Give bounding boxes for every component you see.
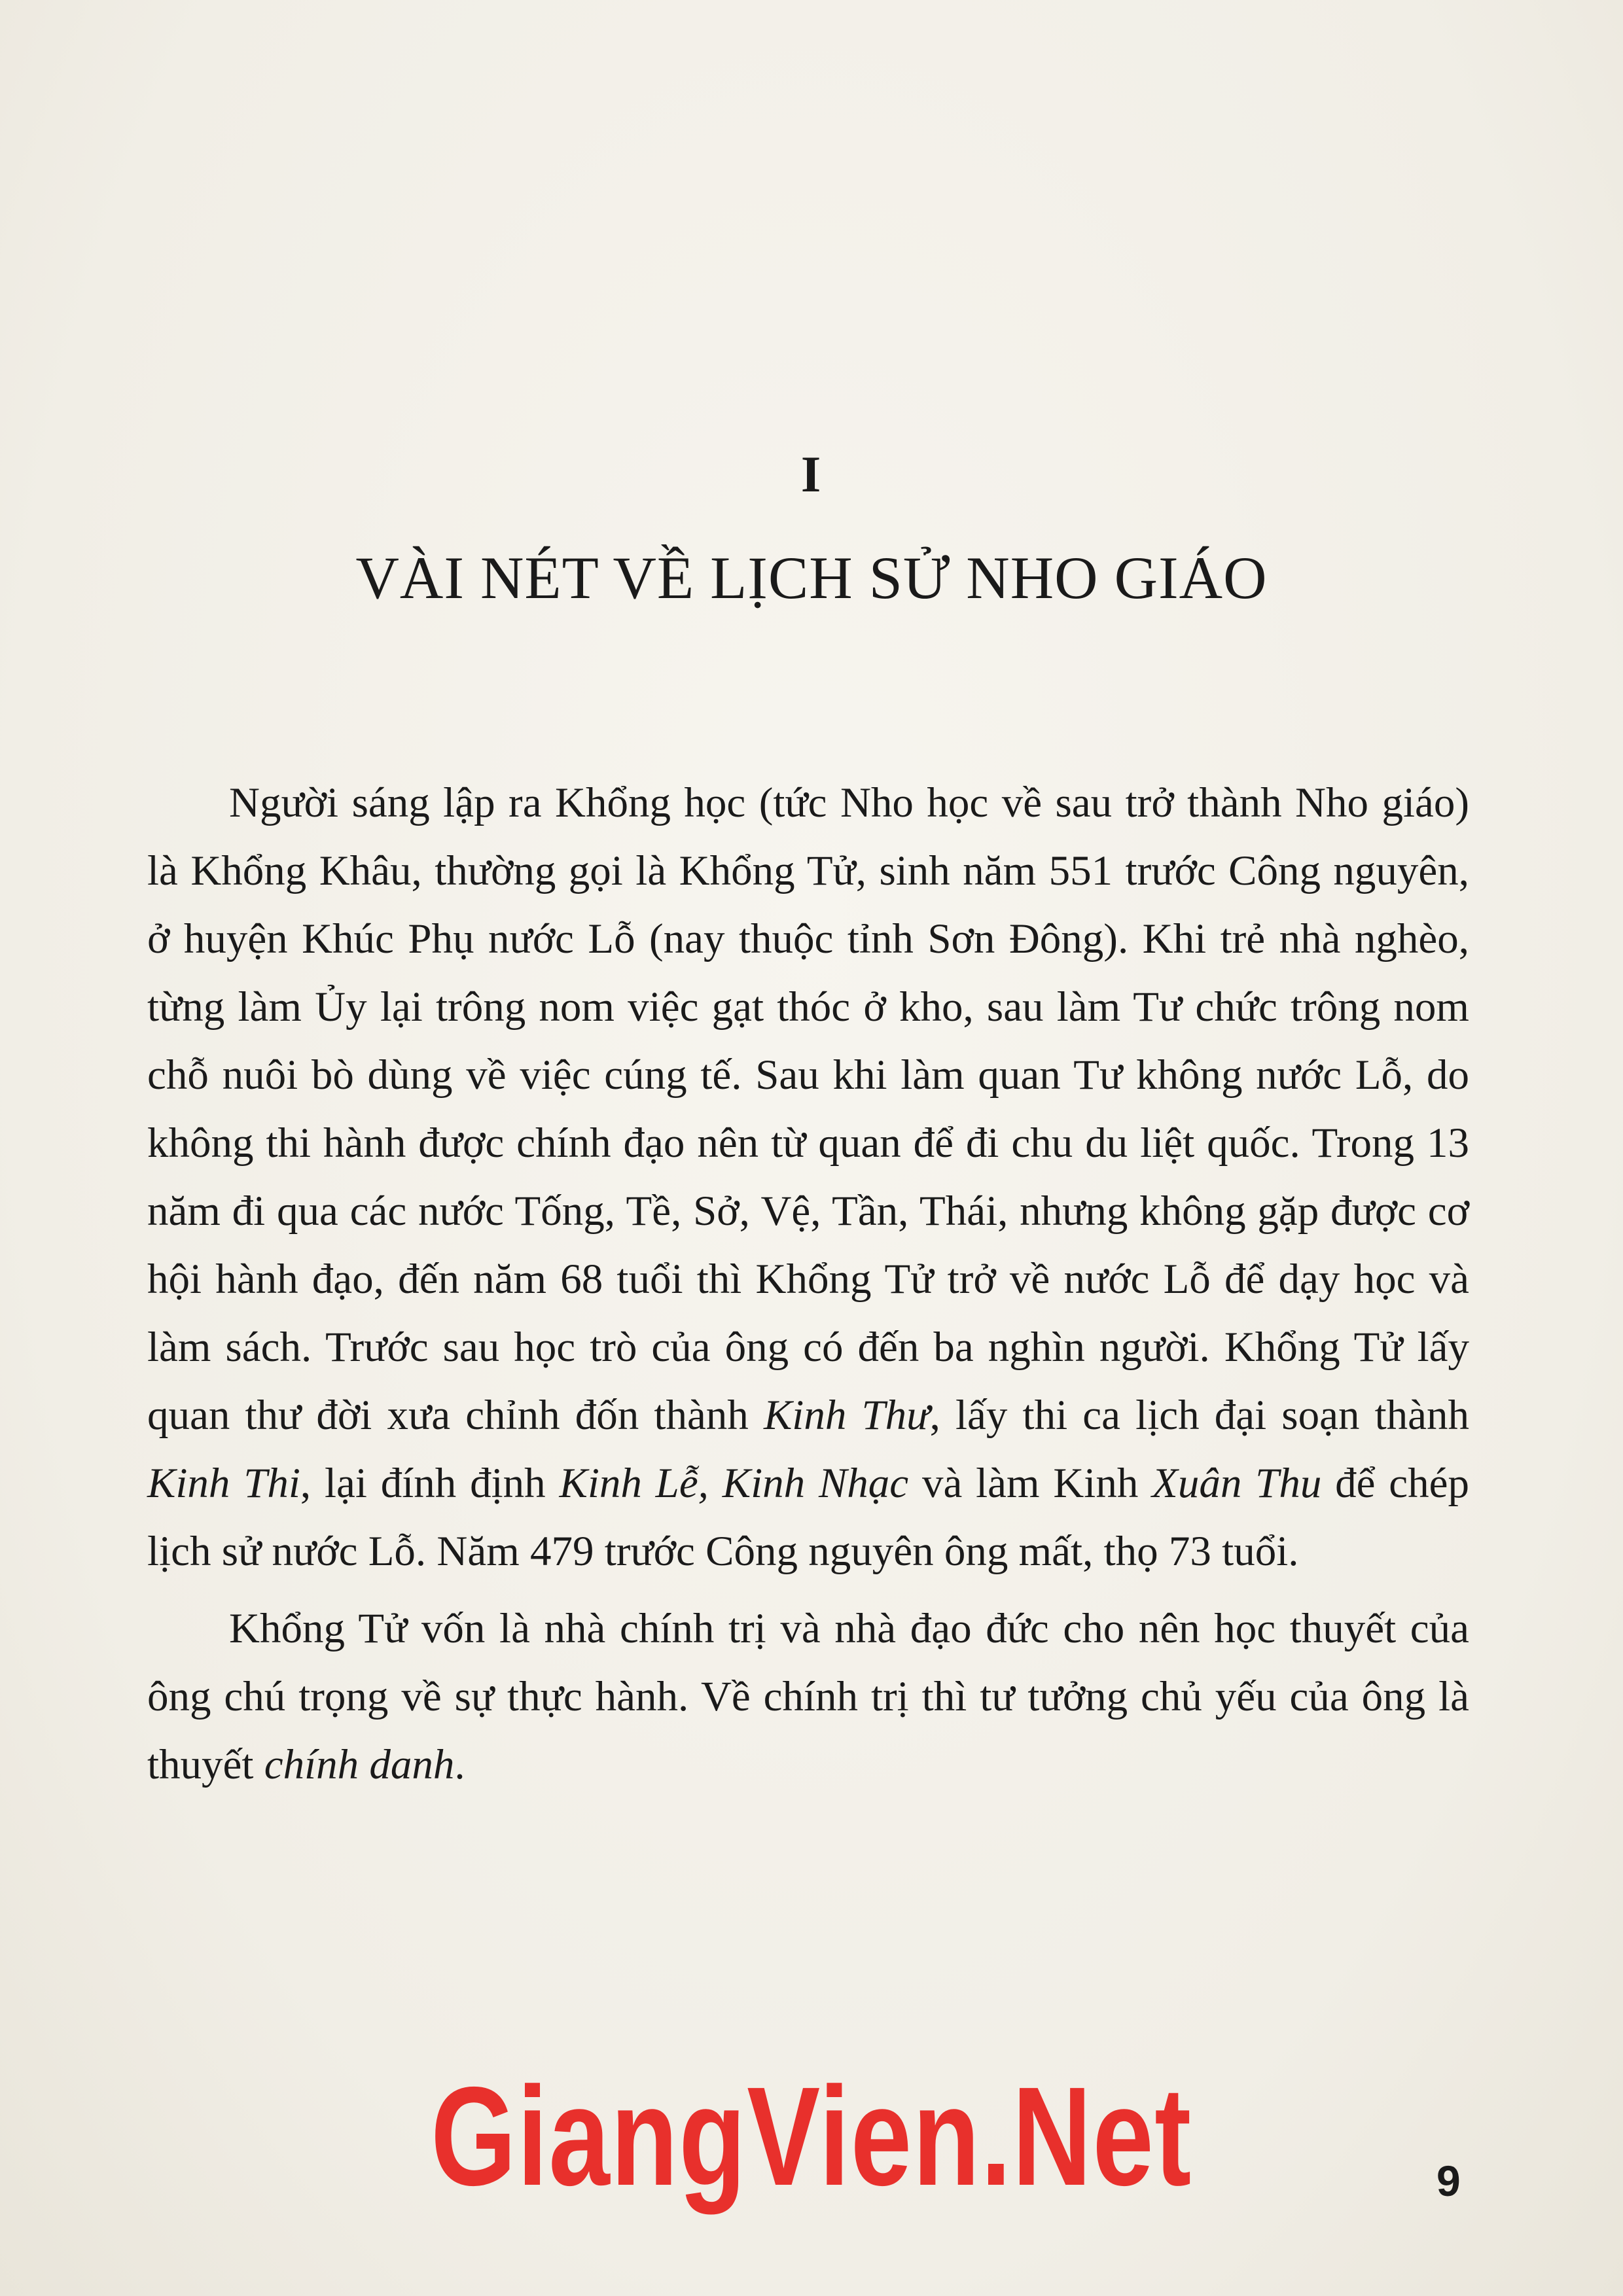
- book-title-kinh-thu: Kinh Thư: [763, 1392, 930, 1439]
- paragraph-1-text-5: để chép lịch sử nước Lỗ. Năm 479 trước Công nguyên ông mất, thọ 73 tuổi.: [147, 1460, 1469, 1575]
- watermark-logo: GiangVien.Net: [431, 2057, 1192, 2215]
- book-title-kinh-le-kinh-nhac: Kinh Lễ, Kinh Nhạc: [559, 1460, 909, 1507]
- paragraph-2-text-2: .: [454, 1741, 465, 1788]
- paragraph-2: [147, 1595, 1469, 1799]
- chapter-title: VÀI NÉT VỀ LỊCH SỬ NHO GIÁO: [355, 544, 1268, 611]
- paragraph-1-text-2: , lấy thi ca lịch đại soạn thành: [929, 1392, 1469, 1439]
- paragraph-1: [147, 769, 1469, 1585]
- page-number: 9: [1436, 2157, 1461, 2205]
- book-title-kinh-thi: Kinh Thi: [147, 1460, 300, 1507]
- body-text: [147, 769, 1469, 1799]
- chapter-number: I: [800, 446, 823, 503]
- paragraph-2-text-1: Khổng Tử vốn là nhà chính trị và nhà đạo đức cho nên học thuyết của ông chú trọng về sự thực hành. Về chính trị thì tư tưởng chủ yếu của ông là thuyết: [147, 1605, 1469, 1788]
- book-title-xuan-thu: Xuân Thu: [1152, 1460, 1322, 1507]
- paragraph-1-text-4: và làm Kinh: [908, 1460, 1152, 1507]
- paragraph-1-text-1: Người sáng lập ra Khổng học (tức Nho học về sau trở thành Nho giáo) là Khổng Khâu, thường gọi là Khổng Tử, sinh năm 551 trước Công nguyên, ở huyện Khúc Phụ nước Lỗ (nay thuộc tỉnh Sơn Đông). Khi trẻ nhà nghèo, từng làm Ủy lại trông nom việc gạt thóc ở kho, sau làm Tư chức trông nom chỗ nuôi bò dùng về việc cúng tế. Sau khi làm quan Tư không nước Lỗ, do không thi hành được chính đạo nên từ quan để đi chu du liệt quốc. Trong 13 năm đi qua các nước Tống, Tề, Sở, Vệ, Tần, Thái, nhưng không gặp được cơ hội hành đạo, đến năm 68 tuổi thì Khổng Tử trở về nước Lỗ để dạy học và làm sách. Trước sau học trò của ông có đến ba nghìn người. Khổng Tử lấy quan thư đời xưa chỉnh đốn thành: [147, 779, 1469, 1439]
- paragraph-1-text-3: , lại đính định: [300, 1460, 560, 1507]
- term-chinh-danh: chính danh: [264, 1741, 455, 1788]
